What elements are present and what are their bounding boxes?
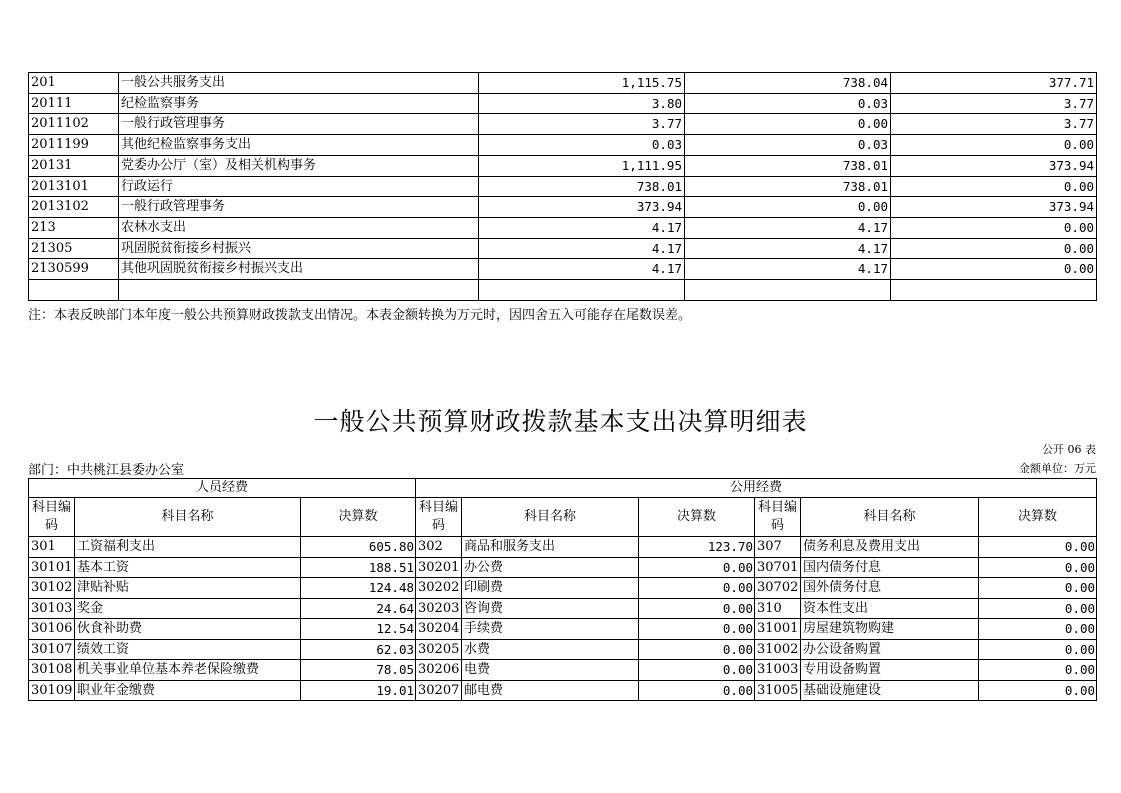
subject-name: 行政运行 (119, 176, 479, 197)
basic-amount: 738.01 (685, 176, 891, 197)
personnel-code: 301 (29, 537, 75, 558)
project-amount: 373.94 (891, 155, 1097, 176)
subject-code: 21305 (29, 238, 119, 259)
goods-services-name: 印刷费 (462, 578, 639, 599)
goods-services-name: 邮电费 (462, 680, 639, 701)
project-amount: 0.00 (891, 238, 1097, 259)
total-amount: 4.17 (479, 259, 685, 280)
col-name-header: 科目名称 (462, 498, 639, 537)
subject-code: 2011199 (29, 135, 119, 156)
appropriation-expenditure-table (28, 72, 1097, 301)
personnel-code: 30109 (29, 680, 75, 701)
total-amount: 3.80 (479, 93, 685, 114)
capital-amount: 0.00 (979, 619, 1097, 640)
personnel-name: 绩效工资 (75, 639, 301, 660)
personnel-code: 30103 (29, 598, 75, 619)
col-amount-header: 决算数 (301, 498, 416, 537)
table-row (29, 619, 1097, 640)
personnel-code: 30107 (29, 639, 75, 660)
table-row (29, 598, 1097, 619)
table-row (29, 176, 1097, 197)
goods-services-name: 办公费 (462, 557, 639, 578)
total-amount: 1,111.95 (479, 155, 685, 176)
table-row (29, 197, 1097, 218)
capital-name: 资本性支出 (801, 598, 979, 619)
subject-code: 201 (29, 73, 119, 94)
table-row (29, 238, 1097, 259)
empty-cell (479, 280, 685, 301)
form-number: 公开 06 表 (1042, 443, 1096, 456)
capital-code: 31002 (755, 639, 801, 660)
personnel-name: 机关事业单位基本养老保险缴费 (75, 660, 301, 681)
table-row (29, 557, 1097, 578)
capital-code: 307 (755, 537, 801, 558)
capital-amount: 0.00 (979, 557, 1097, 578)
subject-code: 2130599 (29, 259, 119, 280)
group-header-row (29, 479, 1097, 498)
col-code-header: 科目编码 (755, 498, 801, 537)
subject-code: 2013101 (29, 176, 119, 197)
goods-services-name: 电费 (462, 660, 639, 681)
empty-cell (685, 280, 891, 301)
goods-services-name: 咨询费 (462, 598, 639, 619)
capital-amount: 0.00 (979, 639, 1097, 660)
goods-services-amount: 0.00 (639, 557, 755, 578)
public-group-header: 公用经费 (416, 479, 1097, 498)
page-title: 一般公共预算财政拨款基本支出决算明细表 (313, 407, 808, 436)
basic-amount: 0.03 (685, 135, 891, 156)
project-amount: 373.94 (891, 197, 1097, 218)
subject-name: 一般行政管理事务 (119, 114, 479, 135)
basic-amount: 0.00 (685, 114, 891, 135)
table-row (29, 660, 1097, 681)
personnel-name: 伙食补助费 (75, 619, 301, 640)
goods-services-code: 30201 (416, 557, 462, 578)
capital-code: 310 (755, 598, 801, 619)
goods-services-code: 30205 (416, 639, 462, 660)
capital-code: 30701 (755, 557, 801, 578)
subject-name: 纪检监察事务 (119, 93, 479, 114)
basic-amount: 738.01 (685, 155, 891, 176)
basic-amount: 4.17 (685, 238, 891, 259)
project-amount: 0.00 (891, 217, 1097, 238)
table-row (29, 93, 1097, 114)
department-label: 部门：中共桃江县委办公室 (28, 463, 185, 478)
total-amount: 3.77 (479, 114, 685, 135)
col-amount-header: 决算数 (639, 498, 755, 537)
goods-services-code: 30207 (416, 680, 462, 701)
goods-services-amount: 0.00 (639, 578, 755, 599)
basic-amount: 738.04 (685, 73, 891, 94)
total-amount: 4.17 (479, 238, 685, 259)
capital-name: 房屋建筑物购建 (801, 619, 979, 640)
personnel-code: 30106 (29, 619, 75, 640)
total-amount: 738.01 (479, 176, 685, 197)
capital-name: 专用设备购置 (801, 660, 979, 681)
personnel-amount: 124.48 (301, 578, 416, 599)
project-amount: 377.71 (891, 73, 1097, 94)
col-code-header: 科目编码 (416, 498, 462, 537)
total-amount: 4.17 (479, 217, 685, 238)
project-amount: 0.00 (891, 259, 1097, 280)
basic-expenditure-detail-table (28, 478, 1097, 701)
personnel-name: 工资福利支出 (75, 537, 301, 558)
capital-name: 办公设备购置 (801, 639, 979, 660)
personnel-amount: 12.54 (301, 619, 416, 640)
subject-code: 20111 (29, 93, 119, 114)
subject-name: 其他纪检监察事务支出 (119, 135, 479, 156)
table-row (29, 537, 1097, 558)
project-amount: 3.77 (891, 93, 1097, 114)
capital-amount: 0.00 (979, 680, 1097, 701)
goods-services-code: 302 (416, 537, 462, 558)
goods-services-amount: 0.00 (639, 639, 755, 660)
goods-services-name: 手续费 (462, 619, 639, 640)
personnel-amount: 78.05 (301, 660, 416, 681)
personnel-amount: 19.01 (301, 680, 416, 701)
personnel-amount: 62.03 (301, 639, 416, 660)
personnel-name: 职业年金缴费 (75, 680, 301, 701)
personnel-code: 30101 (29, 557, 75, 578)
table-row (29, 155, 1097, 176)
capital-amount: 0.00 (979, 598, 1097, 619)
capital-amount: 0.00 (979, 660, 1097, 681)
personnel-name: 基本工资 (75, 557, 301, 578)
empty-cell (119, 280, 479, 301)
goods-services-code: 30203 (416, 598, 462, 619)
table-row (29, 680, 1097, 701)
project-amount: 0.00 (891, 135, 1097, 156)
table-row (29, 639, 1097, 660)
empty-cell (29, 280, 119, 301)
table-row (29, 114, 1097, 135)
subject-name: 农林水支出 (119, 217, 479, 238)
subject-code: 20131 (29, 155, 119, 176)
project-amount: 3.77 (891, 114, 1097, 135)
subject-name: 党委办公厅（室）及相关机构事务 (119, 155, 479, 176)
table-row (29, 135, 1097, 156)
subject-code: 2011102 (29, 114, 119, 135)
personnel-name: 奖金 (75, 598, 301, 619)
total-amount: 1,115.75 (479, 73, 685, 94)
col-name-header: 科目名称 (75, 498, 301, 537)
goods-services-amount: 0.00 (639, 619, 755, 640)
capital-code: 31003 (755, 660, 801, 681)
capital-code: 30702 (755, 578, 801, 599)
capital-amount: 0.00 (979, 537, 1097, 558)
personnel-group-header: 人员经费 (29, 479, 416, 498)
personnel-name: 津贴补贴 (75, 578, 301, 599)
total-amount: 373.94 (479, 197, 685, 218)
subject-name: 一般行政管理事务 (119, 197, 479, 218)
amount-unit-label: 金额单位：万元 (1019, 462, 1096, 475)
basic-amount: 0.00 (685, 197, 891, 218)
basic-amount: 4.17 (685, 259, 891, 280)
goods-services-code: 30206 (416, 660, 462, 681)
project-amount: 0.00 (891, 176, 1097, 197)
table-row (29, 73, 1097, 94)
basic-amount: 4.17 (685, 217, 891, 238)
basic-amount: 0.03 (685, 93, 891, 114)
personnel-amount: 605.80 (301, 537, 416, 558)
total-amount: 0.03 (479, 135, 685, 156)
goods-services-amount: 0.00 (639, 660, 755, 681)
col-code-header: 科目编码 (29, 498, 75, 537)
subject-code: 213 (29, 217, 119, 238)
col-amount-header: 决算数 (979, 498, 1097, 537)
appropriation-table-body (29, 73, 1097, 301)
personnel-code: 30102 (29, 578, 75, 599)
subject-name: 一般公共服务支出 (119, 73, 479, 94)
empty-cell (891, 280, 1097, 301)
capital-name: 基础设施建设 (801, 680, 979, 701)
capital-name: 国外债务付息 (801, 578, 979, 599)
subject-name: 其他巩固脱贫衔接乡村振兴支出 (119, 259, 479, 280)
subject-name: 巩固脱贫衔接乡村振兴 (119, 238, 479, 259)
capital-code: 31001 (755, 619, 801, 640)
table-row (29, 259, 1097, 280)
capital-name: 国内债务付息 (801, 557, 979, 578)
goods-services-amount: 123.70 (639, 537, 755, 558)
personnel-amount: 24.64 (301, 598, 416, 619)
goods-services-name: 水费 (462, 639, 639, 660)
goods-services-amount: 0.00 (639, 680, 755, 701)
goods-services-code: 30202 (416, 578, 462, 599)
capital-amount: 0.00 (979, 578, 1097, 599)
goods-services-code: 30204 (416, 619, 462, 640)
col-name-header: 科目名称 (801, 498, 979, 537)
capital-code: 31005 (755, 680, 801, 701)
table-row (29, 578, 1097, 599)
personnel-amount: 188.51 (301, 557, 416, 578)
table-note: 注：本表反映部门本年度一般公共预算财政拨款支出情况。本表金额转换为万元时，因四舍五入可能存在尾数误差。 (28, 308, 692, 323)
detail-table-body (29, 479, 1097, 701)
empty-row (29, 280, 1097, 301)
goods-services-name: 商品和服务支出 (462, 537, 639, 558)
goods-services-amount: 0.00 (639, 598, 755, 619)
capital-name: 债务利息及费用支出 (801, 537, 979, 558)
personnel-code: 30108 (29, 660, 75, 681)
column-header-row (29, 498, 1097, 537)
table-row (29, 217, 1097, 238)
subject-code: 2013102 (29, 197, 119, 218)
